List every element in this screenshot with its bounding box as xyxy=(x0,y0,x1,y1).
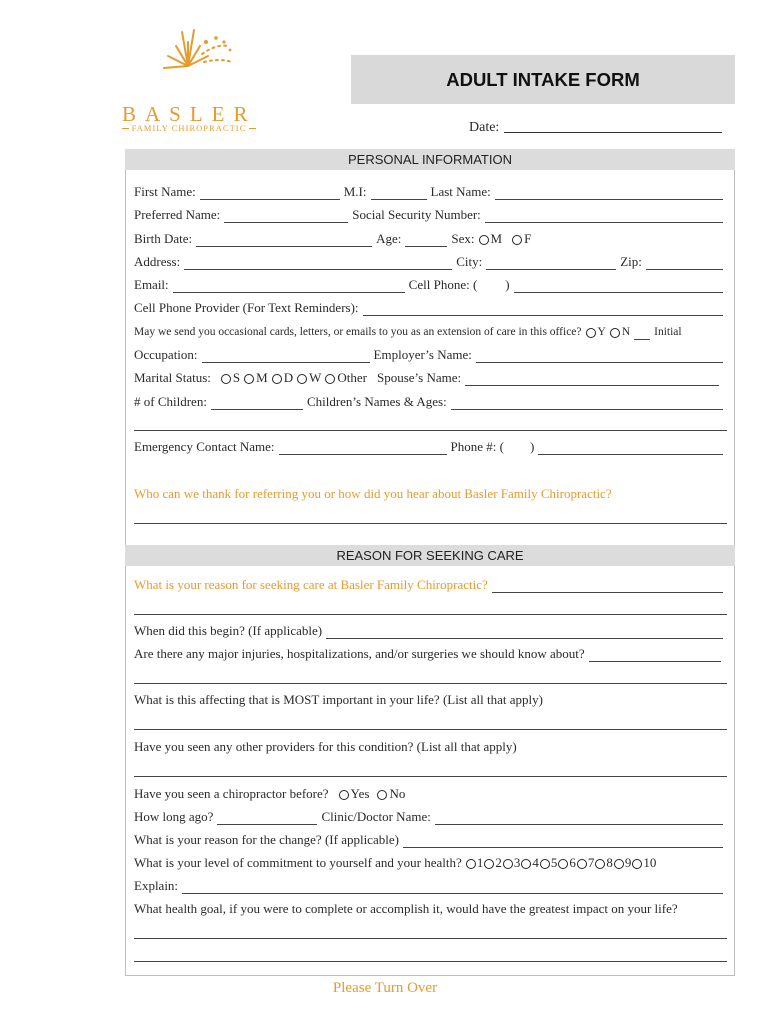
commitment-1-radio[interactable] xyxy=(466,859,476,869)
city-field[interactable] xyxy=(486,257,616,270)
commitment-8-radio[interactable] xyxy=(595,859,605,869)
cell-phone-field[interactable] xyxy=(514,280,723,293)
ssn-field[interactable] xyxy=(485,210,723,223)
row-begin xyxy=(134,623,727,639)
commitment-4-radio[interactable] xyxy=(521,859,531,869)
section-personal-title: PERSONAL INFORMATION xyxy=(348,152,512,167)
begin-field[interactable] xyxy=(326,626,723,639)
address-label: Address: xyxy=(134,254,181,269)
spouse-field[interactable] xyxy=(465,373,719,386)
clinic-label: Clinic/Doctor Name: xyxy=(321,809,431,824)
sex-f-radio[interactable] xyxy=(512,235,522,245)
children-names-field[interactable] xyxy=(451,397,723,410)
commitment-7-radio[interactable] xyxy=(577,859,587,869)
age-label: Age: xyxy=(376,231,402,246)
providers-line[interactable] xyxy=(134,776,727,777)
zip-label: Zip: xyxy=(620,254,642,269)
birth-date-label: Birth Date: xyxy=(134,231,193,246)
commitment-10-label: 10 xyxy=(643,855,657,870)
commitment-2-label: 2 xyxy=(495,855,502,870)
row-affecting xyxy=(134,692,727,708)
first-name-field[interactable] xyxy=(200,187,340,200)
marital-other-label: Other xyxy=(337,370,367,385)
first-name-label: First Name: xyxy=(134,184,196,199)
employer-field[interactable] xyxy=(476,350,723,363)
row-reason xyxy=(134,577,727,593)
preferred-name-label: Preferred Name: xyxy=(134,207,221,222)
address-field[interactable] xyxy=(184,257,452,270)
email-field[interactable] xyxy=(173,280,405,293)
mi-field[interactable] xyxy=(371,187,427,200)
chiro-yes-radio[interactable] xyxy=(339,790,349,800)
cell-provider-field[interactable] xyxy=(363,303,723,316)
emergency-phone-label: Phone #: ( xyxy=(450,439,504,454)
date-row xyxy=(469,118,722,136)
row-names xyxy=(134,184,727,200)
row-preferred xyxy=(134,207,727,223)
marital-label: Marital Status: xyxy=(134,370,211,385)
referral-line[interactable] xyxy=(134,523,727,524)
commitment-3-radio[interactable] xyxy=(503,859,513,869)
commitment-2-radio[interactable] xyxy=(484,859,494,869)
marital-s-radio[interactable] xyxy=(221,374,231,384)
cell-phone-label: Cell Phone: ( xyxy=(408,277,478,292)
children-label: # of Children: xyxy=(134,394,207,409)
commitment-7-label: 7 xyxy=(587,855,595,870)
consent-y-radio[interactable] xyxy=(586,328,596,338)
marital-other-radio[interactable] xyxy=(325,374,335,384)
consent-initial-label: Initial xyxy=(654,326,682,338)
how-long-field[interactable] xyxy=(217,812,317,825)
consent-n-label: N xyxy=(621,326,631,338)
last-name-label: Last Name: xyxy=(430,184,491,199)
begin-question: When did this begin? (If applicable) xyxy=(134,623,323,638)
commitment-6-label: 6 xyxy=(569,855,576,870)
age-field[interactable] xyxy=(405,234,447,247)
ssn-label: Social Security Number: xyxy=(352,207,481,222)
commitment-question: What is your level of commitment to yourself and your health? xyxy=(134,855,462,870)
sex-m-label: M xyxy=(490,231,503,246)
birth-date-field[interactable] xyxy=(196,234,372,247)
row-birth xyxy=(134,231,727,247)
commitment-scale xyxy=(466,855,657,871)
last-name-field[interactable] xyxy=(495,187,723,200)
commitment-10-radio[interactable] xyxy=(632,859,642,869)
logo-name: BASLER xyxy=(122,102,257,126)
commitment-4-label: 4 xyxy=(532,855,539,870)
row-chiro xyxy=(134,786,727,802)
row-address xyxy=(134,254,727,270)
row-consent xyxy=(134,324,727,340)
affecting-line[interactable] xyxy=(134,729,727,730)
goal-line-1[interactable] xyxy=(134,938,727,939)
change-field[interactable] xyxy=(403,835,723,848)
row-goal xyxy=(134,901,727,917)
row-provider xyxy=(134,300,727,316)
explain-label: Explain: xyxy=(134,878,179,893)
commitment-1-label: 1 xyxy=(476,855,484,870)
consent-n-radio[interactable] xyxy=(610,328,620,338)
referral-question: Who can we thank for referring you or how did you hear about Basler Family Chiropractic? xyxy=(134,486,612,501)
emergency-label: Emergency Contact Name: xyxy=(134,439,275,454)
mi-label: M.I: xyxy=(343,184,367,199)
row-commitment xyxy=(134,855,727,871)
commitment-9-label: 9 xyxy=(624,855,632,870)
clinic-field[interactable] xyxy=(435,812,723,825)
providers-question: Have you seen any other providers for this condition? (List all that apply) xyxy=(134,739,517,754)
commitment-9-radio[interactable] xyxy=(614,859,624,869)
form-title: ADULT INTAKE FORM xyxy=(446,68,640,90)
reason-field[interactable] xyxy=(492,580,723,593)
consent-question: May we send you occasional cards, letters, or emails to you as an extension of care in this office? xyxy=(134,326,582,338)
row-email xyxy=(134,277,727,293)
change-question: What is your reason for the change? (If applicable) xyxy=(134,832,399,847)
goal-line-2[interactable] xyxy=(134,961,727,962)
occupation-field[interactable] xyxy=(202,350,370,363)
injuries-line[interactable] xyxy=(134,683,727,684)
row-explain xyxy=(134,878,727,894)
row-how-long xyxy=(134,809,727,825)
emergency-paren-close: ) xyxy=(530,439,535,454)
emergency-phone-field[interactable] xyxy=(538,442,723,455)
section-reason-title: REASON FOR SEEKING CARE xyxy=(336,548,524,563)
consent-initial-field[interactable] xyxy=(634,327,650,340)
form-title-box xyxy=(351,55,735,104)
marital-s-label: S xyxy=(232,370,241,385)
goal-question: What health goal, if you were to complete or accomplish it, would have the greatest impact on your life? xyxy=(134,901,678,916)
explain-field[interactable] xyxy=(182,881,723,894)
consent-y-label: Y xyxy=(597,326,606,338)
date-label: Date: xyxy=(469,120,500,135)
marital-w-label: W xyxy=(309,370,322,385)
chiro-question: Have you seen a chiropractor before? xyxy=(134,786,329,801)
zip-field[interactable] xyxy=(646,257,723,270)
sex-m-radio[interactable] xyxy=(479,235,489,245)
employer-label: Employer’s Name: xyxy=(373,347,472,362)
row-occupation xyxy=(134,347,727,363)
sex-f-label: F xyxy=(524,231,532,246)
marital-d-radio[interactable] xyxy=(272,374,282,384)
marital-d-label: D xyxy=(283,370,294,385)
occupation-label: Occupation: xyxy=(134,347,198,362)
reason-question: What is your reason for seeking care at Basler Family Chiropractic? xyxy=(134,577,488,592)
commitment-5-label: 5 xyxy=(550,855,558,870)
row-referral xyxy=(134,486,727,502)
row-injuries xyxy=(134,646,727,662)
email-label: Email: xyxy=(134,277,169,292)
row-emergency xyxy=(134,439,727,455)
city-label: City: xyxy=(456,254,483,269)
marital-w-radio[interactable] xyxy=(297,374,307,384)
commitment-8-label: 8 xyxy=(606,855,613,870)
children-field[interactable] xyxy=(211,397,303,410)
how-long-label: How long ago? xyxy=(134,809,214,824)
commitment-3-label: 3 xyxy=(513,855,521,870)
row-marital xyxy=(134,370,727,386)
commitment-6-radio[interactable] xyxy=(558,859,568,869)
chiro-no-radio[interactable] xyxy=(377,790,387,800)
logo-subtitle: FAMILY CHIROPRACTIC xyxy=(122,124,256,133)
injuries-question: Are there any major injuries, hospitalizations, and/or surgeries we should know about? xyxy=(134,646,585,661)
chiro-no-label: No xyxy=(389,786,406,801)
children-names-label: Children’s Names & Ages: xyxy=(306,394,447,409)
emergency-field[interactable] xyxy=(279,442,447,455)
marital-m-label: M xyxy=(256,370,268,385)
row-children xyxy=(134,394,727,410)
marital-m-radio[interactable] xyxy=(244,374,254,384)
cell-paren-close: ) xyxy=(505,277,510,292)
cell-provider-label: Cell Phone Provider (For Text Reminders): xyxy=(134,300,359,315)
injuries-field[interactable] xyxy=(589,649,721,662)
section-reason-header xyxy=(125,545,735,566)
sex-label: Sex: xyxy=(451,231,475,246)
reason-line[interactable] xyxy=(134,614,727,615)
commitment-5-radio[interactable] xyxy=(540,859,550,869)
row-change xyxy=(134,832,727,848)
row-providers xyxy=(134,739,727,755)
children-extra-line[interactable] xyxy=(134,430,727,431)
spouse-label: Spouse’s Name: xyxy=(377,370,462,385)
date-field[interactable] xyxy=(504,118,722,133)
preferred-name-field[interactable] xyxy=(224,210,348,223)
sunburst-icon xyxy=(158,24,238,82)
please-turn-over: Please Turn Over xyxy=(332,980,438,996)
affecting-question: What is this affecting that is MOST important in your life? (List all that apply) xyxy=(134,692,543,707)
section-personal-header xyxy=(125,149,735,170)
chiro-yes-label: Yes xyxy=(350,786,370,801)
